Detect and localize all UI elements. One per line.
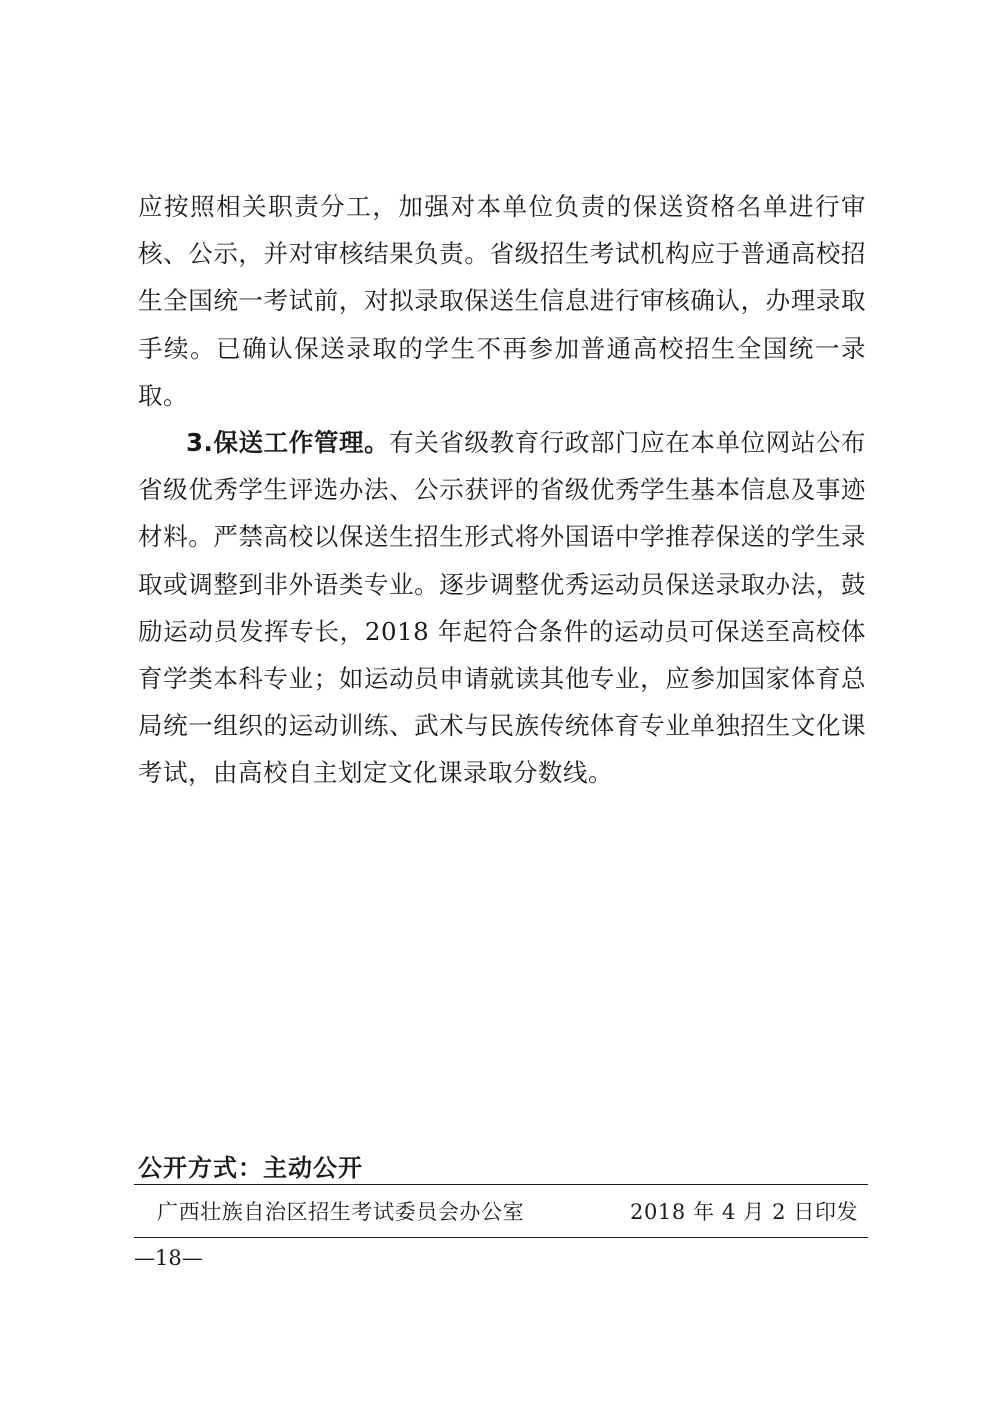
page-number: —18—	[134, 1246, 203, 1270]
footer-top-rule	[134, 1184, 868, 1185]
document-body	[138, 183, 866, 797]
issuing-office: 广西壮族自治区招生考试委员会办公室	[157, 1200, 525, 1224]
footer-bottom-rule	[134, 1237, 868, 1238]
section-heading: 3.保送工作管理。	[186, 428, 390, 458]
issue-date: 2018 年 4 月 2 日印发	[630, 1200, 859, 1224]
paragraph-text: 应按照相关职责分工，加强对本单位负责的保送资格名单进行审核、公示，并对审核结果负责。省级招生考试机构应于普通高校招生全国统一考试前，对拟录取保送生信息进行审核确认，办理录取手续。已确认保送录取的学生不再参加普通高校招生全国统一录取。	[138, 192, 866, 410]
body-paragraph-continuation	[138, 183, 866, 419]
body-paragraph-section-3	[138, 419, 866, 797]
disclosure-method: 公开方式：主动公开	[138, 1154, 363, 1182]
paragraph-text: 有关省级教育行政部门应在本单位网站公布省级优秀学生评选办法、公示获评的省级优秀学生基本信息及事迹材料。严禁高校以保送生招生形式将外国语中学推荐保送的学生录取或调整到非外语类专业。逐步调整优秀运动员保送录取办法，鼓励运动员发挥专长，2018 年起符合条件的运动员可保送至高校体育学类本科专业；如运动员申请就读其他专业，应参加国家体育总局统一组织的运动训练、武术与民族传统体育专业单独招生文化课考试，由高校自主划定文化课录取分数线。	[138, 428, 866, 788]
